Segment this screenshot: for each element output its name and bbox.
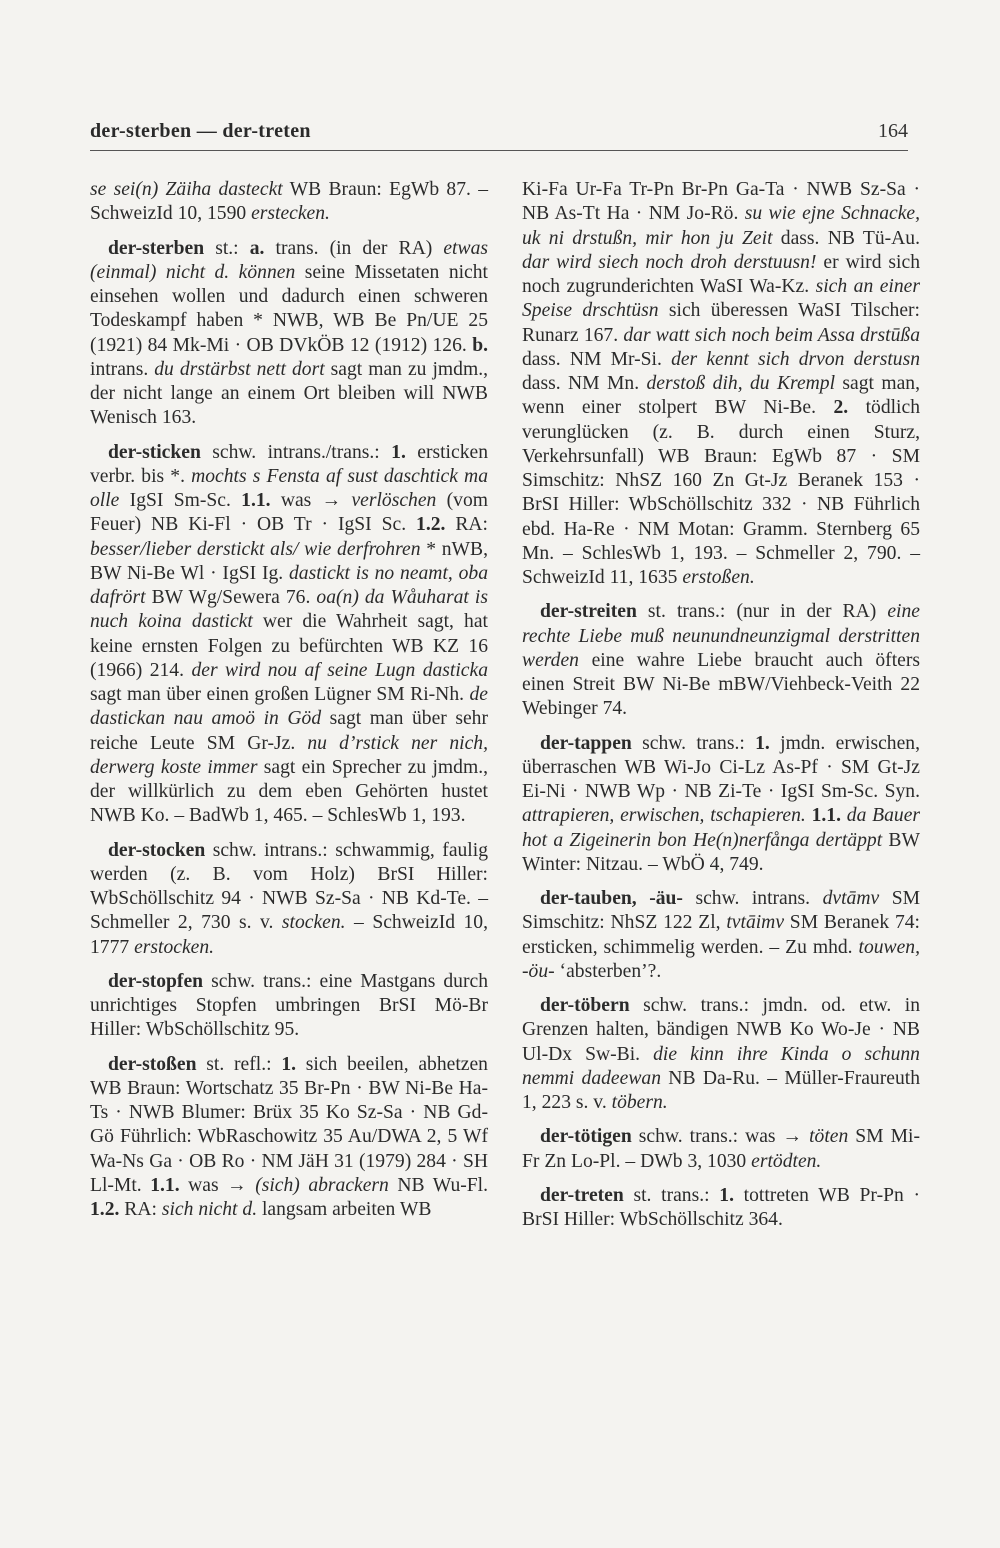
entry-text: Ki-Fa Ur-Fa Tr-Pn Br-Pn Ga-Ta · NWB Sz-Sa · NB As-Tt Ha · NM Jo-Rö. xyxy=(522,179,920,225)
entry-text: jmdn. erwischen, überraschen WB Wi-Jo Ci-Lz As-Pf · SM Gt-Jz Ei-Ni · NWB Wp · NB Zi-Te · IgSI Sm-Sc. Syn. xyxy=(522,732,920,802)
entry-text: schw. trans.: was → xyxy=(631,1126,810,1148)
entry-text: st. refl.: xyxy=(196,1053,282,1075)
entry-text: sich beeilen, abhetzen WB Braun: Wortschatz 35 Br-Pn · BW Ni-Be Ha-Ts · NWB Blumer: Brüx 35 Ko Sz-Sa · NB Gd-Gö Führlich: WbRaschowitz 35 Au/DWA 2, 5 Wf Wa-Ns Ga · OB Ro · NM JäH 31 (1979) 284 · SH Ll-Mt. xyxy=(90,1053,488,1196)
italic-text: nu d’rstick ner nich, derwerg koste immer xyxy=(90,732,488,778)
entry-text: SM Beranek 74: ersticken, schimmelig werden. – Zu mhd. xyxy=(522,912,920,958)
bold-text: der-töbern xyxy=(540,995,630,1016)
italic-text: stocken. xyxy=(281,912,346,934)
italic-text: verlöschen xyxy=(351,490,437,511)
entry-der-stocken xyxy=(90,839,488,960)
entry-der-sticken xyxy=(90,441,488,829)
entry-text: NB Wu-Fl. xyxy=(388,1174,489,1196)
entry-text: sagt ein Sprecher zu jmdm., der willkürlich zu dem eben Gehörten hustet NWB Ko. – BadWb 1, 465. – SchlesWb 1, 193. xyxy=(90,756,489,827)
entry-text: langsam arbeiten WB xyxy=(257,1199,432,1220)
entry-text: * nWB, BW Ni-Be Wl · IgSI Ig. xyxy=(90,538,488,584)
running-header xyxy=(90,120,908,151)
bold-text: der-streiten xyxy=(540,601,637,623)
entry-der-treten xyxy=(522,1184,920,1233)
bold-text: der-sterben xyxy=(108,237,205,259)
bold-text: der-stoßen xyxy=(108,1053,197,1075)
entry-text: wer die Wahrheit sagt, hat keine ernsten Folgen zu befürchten WB KZ 16 (1966) 214. xyxy=(90,611,488,681)
italic-text: besser/lieber derstickt als/ wie derfrohren xyxy=(90,538,421,560)
bold-text: der-tappen xyxy=(540,732,632,754)
entry-text: was → xyxy=(179,1174,256,1196)
italic-text: dastickt is no neamt, oba dafrört xyxy=(90,562,488,608)
entry-text: schw. trans.: xyxy=(631,732,756,754)
entry-text: was → xyxy=(270,490,352,511)
entry-continuation xyxy=(90,178,488,227)
entry-text: – SchweizId 10, 1777 xyxy=(90,912,489,958)
italic-text: dar wird siech noch droh derstuusn! xyxy=(522,251,817,273)
bold-text: der-tauben, -äu- xyxy=(540,888,683,909)
italic-text: erstocken. xyxy=(134,936,215,958)
bold-text: a. xyxy=(249,237,265,259)
entry-text: NB Da-Ru. – Müller-Fraureuth 1, 223 s. v. xyxy=(522,1067,920,1113)
entry-text: (vom Feuer) NB Ki-Fl · OB Tr · IgSI Sc. xyxy=(90,490,488,536)
entry-der-toebern xyxy=(522,994,920,1115)
entry-text: SM Mi-Fr Zn Lo-Pl. – DWb 3, 1030 xyxy=(522,1126,920,1172)
entry-text: ersticken verbr. bis *. xyxy=(90,441,488,487)
entry-text: WB Braun: EgWb 87. – SchweizId 10, 1590 xyxy=(90,179,489,225)
italic-text: dar watt sich noch beim Assa drstūßa xyxy=(623,324,920,346)
left-column xyxy=(90,178,488,1232)
entry-text: st. trans.: (nur in der RA) xyxy=(636,601,888,623)
entry-der-toetigen xyxy=(522,1125,920,1174)
entry-text: seine Missetaten nicht einsehen wollen und dadurch einen schweren Todeskampf haben * NWB, WB Be Pn/UE 25 (1921) 84 Mk-Mi · OB DVkÖB 12 (1912) 126. xyxy=(90,261,488,356)
italic-text: töbern. xyxy=(611,1092,668,1113)
bold-text: 1.1. xyxy=(811,805,841,827)
italic-text: de dastickan nau amoö in Göd xyxy=(90,684,488,730)
entry-text: tödlich verunglücken (z. B. durch einen Sturz, Verkehrsunfall) WB Braun: EgWb 87 · SM Simschitz: NhSZ 160 Zn Gt-Jz Beranek 153 · BrSI Hiller: WbSchöllschitz 332 · NB Führlich ebd. Ha-Re · NM Motan: Gramm. Sternberg 65 Mn. – SchlesWb 1, 193. – Schmeller 2, 790. – SchweizId 11, 1635 xyxy=(522,397,920,588)
bold-text: der-stocken xyxy=(108,839,206,861)
entry-text: IgSI Sm-Sc. xyxy=(119,490,242,511)
entry-text: dass. NM Mr-Si. xyxy=(522,348,672,370)
bold-text: 1. xyxy=(391,441,406,463)
entry-text: eine wahre Liebe braucht auch öfters einen Streit BW Ni-Be mBW/Viehbeck-Veith 22 Webinger 74. xyxy=(522,649,920,720)
italic-text: eine rechte Liebe muß neunundneunzigmal derstritten werden xyxy=(522,601,920,671)
bold-text: 1.2. xyxy=(90,1199,120,1220)
entry-text: er wird sich noch zugrunderichten WaSI Wa-Kz. xyxy=(522,251,920,297)
bold-text: 1.1. xyxy=(150,1174,180,1196)
italic-text: erstoßen. xyxy=(682,567,755,588)
italic-text: sich an einer Speise drschtüsn xyxy=(522,276,920,322)
entry-text: sagt man über einen großen Lügner SM Ri-Nh. xyxy=(90,684,470,705)
italic-text: oa(n) da Wåuharat is nuch koina dastickt xyxy=(90,587,488,633)
entry-text: RA: xyxy=(445,514,489,536)
italic-text: dvtāmv xyxy=(822,888,880,909)
italic-text: (sich) abrackern xyxy=(255,1174,389,1196)
entry-text: schw. trans.: eine Mastgans durch unrichtiges Stopfen umbringen BrSI Mö-Br Hiller: WbSchöllschitz 95. xyxy=(90,970,488,1041)
bold-text: 1.2. xyxy=(416,514,446,536)
header-title: der-sterben — der-treten xyxy=(90,120,311,142)
bold-text: 1. xyxy=(281,1053,297,1075)
entry-der-tappen xyxy=(522,732,920,878)
entry-text: schw. trans.: jmdn. od. etw. in Grenzen halten, bändigen NWB Ko Wo-Je · NB Ul-Dx Sw-Bi. xyxy=(522,995,920,1065)
entry-text: SM Simschitz: NhSZ 122 Zl, xyxy=(522,888,921,934)
entry-text: sagt man zu jmdm., der nicht lange an einem Ort bleiben will NWB Wenisch 163. xyxy=(90,358,488,429)
entry-text: trans. (in der RA) xyxy=(264,237,444,259)
italic-text: se sei(n) Zäiha dasteckt xyxy=(90,179,283,200)
bold-text: der-treten xyxy=(540,1184,624,1206)
entry-der-stossen xyxy=(90,1053,488,1223)
italic-text: touwen, -öu- xyxy=(522,936,920,982)
bold-text: der-tötigen xyxy=(540,1126,632,1148)
entry-text: tottreten WB Pr-Pn · BrSI Hiller: WbSchöllschitz 364. xyxy=(522,1184,921,1230)
entry-text: schw. intrans.: schwammig, faulig werden (z. B. vom Holz) BrSI Hiller: WbSchöllschitz 94 · NWB Sz-Sa · NB Kd-Te. – Schmeller 2, 730 s. v. xyxy=(90,839,488,934)
entry-text: RA: xyxy=(119,1199,162,1220)
entry-der-stopfen xyxy=(90,970,488,1043)
italic-text: etwas (einmal) nicht d. können xyxy=(90,237,488,283)
italic-text: der kennt sich drvon derstusn xyxy=(671,348,920,370)
entry-der-sterben xyxy=(90,237,488,431)
italic-text: tvtāimv xyxy=(726,912,785,934)
italic-text: ertödten. xyxy=(751,1150,822,1172)
italic-text: mochts s Fensta af sust daschtick ma olle xyxy=(90,465,488,511)
bold-text: 1. xyxy=(755,732,770,754)
entry-text: dass. NM Mn. xyxy=(522,373,647,394)
italic-text: su wie ejne Schnacke, uk ni drstußn, mir hon ju Zeit xyxy=(522,203,920,249)
page-number: 164 xyxy=(878,120,908,142)
italic-text: derstoß dih, du Krempl xyxy=(646,373,836,394)
entry-text: dass. NB Tü-Au. xyxy=(772,227,920,249)
entry-text: schw. intrans./trans.: xyxy=(200,441,392,463)
entry-text: sich überessen WaSI Tilscher: Runarz 167. xyxy=(522,300,920,346)
italic-text: der wird nou af seine Lugn dasticka xyxy=(191,659,488,681)
entry-text: ‘absterben’?. xyxy=(554,960,662,982)
entry-der-streiten xyxy=(522,600,920,721)
entry-der-tauben xyxy=(522,887,920,984)
italic-text: da Bauer hot a Zigeinerin bon He(n)nerfånga dertäppt xyxy=(522,805,921,851)
italic-text: erstecken. xyxy=(251,203,330,225)
entry-text: BW Winter: Nitzau. – WbÖ 4, 749. xyxy=(522,829,920,875)
italic-text: du drstärbst nett dort xyxy=(154,358,325,380)
bold-text: 2. xyxy=(833,397,849,419)
italic-text: sich nicht d. xyxy=(161,1199,258,1220)
entry-continuation xyxy=(522,178,920,590)
entry-text: BW Wg/Sewera 76. xyxy=(145,587,317,608)
italic-text: die kinn ihre Kinda o schunn nemmi dadeewan xyxy=(522,1043,920,1089)
bold-text: b. xyxy=(472,334,488,356)
italic-text: töten xyxy=(809,1126,849,1148)
bold-text: der-sticken xyxy=(108,441,201,463)
bold-text: 1.1. xyxy=(241,490,271,511)
entry-text: schw. intrans. xyxy=(682,888,823,909)
entry-text: st. trans.: xyxy=(623,1184,720,1206)
right-column xyxy=(522,178,920,1242)
entry-text: sagt man, wenn einer stolpert BW Ni-Be. xyxy=(522,373,920,419)
bold-text: 1. xyxy=(719,1184,734,1206)
italic-text: attrapieren, erwischen, tschapieren. xyxy=(522,805,806,827)
bold-text: der-stopfen xyxy=(108,970,204,992)
entry-text: sagt man über sehr reiche Leute SM Gr-Jz. xyxy=(90,708,488,754)
entry-text: intrans. xyxy=(90,358,155,380)
entry-text: st.: xyxy=(204,237,250,259)
